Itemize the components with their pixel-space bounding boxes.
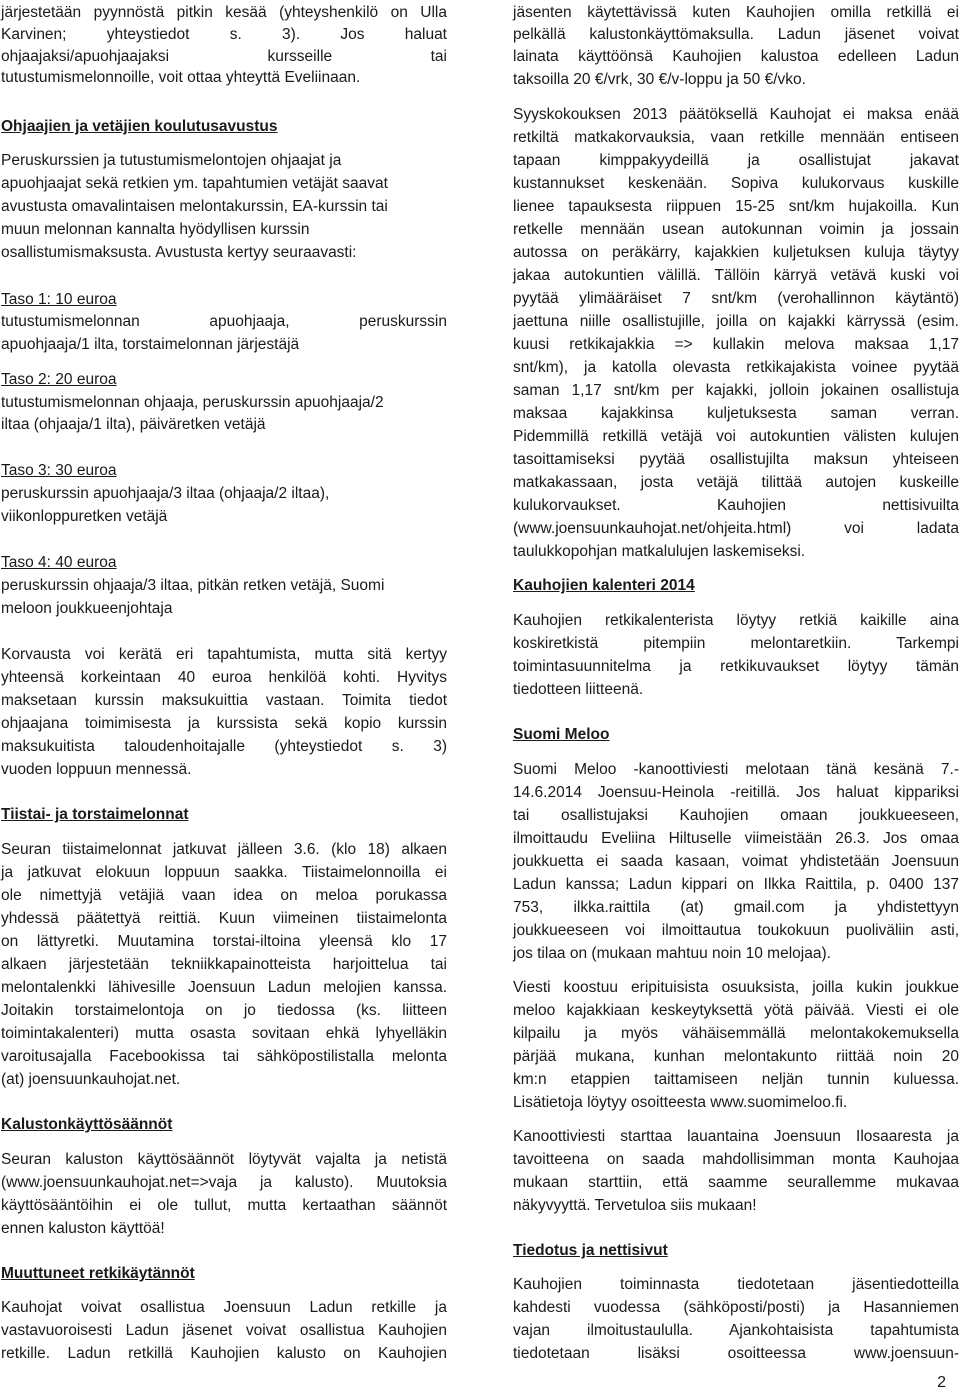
text-line: osallistumismaksusta. Avustusta kertyy seuraavasti: [1,244,357,261]
text-line: Peruskurssien ja tutustumismelontojen ohjaajat ja [1,152,342,169]
text-line: ohjaajaksi/apuohjaajaksi kursseille tai [1,48,447,65]
text-line: Pidemmillä retkillä vetäjä voi autokuntien välisten kulujen [513,428,959,445]
section-heading: Kauhojien kalenteri 2014 [513,577,695,594]
text-line: käyttösääntöihin ei ole tullut, mutta kertaathan säännöt [1,1197,447,1214]
text-line: Korvausta voi kerätä eri tapahtumista, mutta sitä kertyy [1,646,447,663]
text-line: ja jatkuvat elokuun loppuun saakka. Tiistaimelonnoilla ei [1,864,447,881]
text-line: Taso 2: 20 euroa [1,371,117,388]
text-line: ohjaajana toimimisesta ja kurssista sekä kopio kurssin [1,715,447,732]
text-line: yhdessä päätettyä reittiä. Kuun viimeinen tiistaimelonta [1,910,447,927]
text-line: Kauhojien retkikalenterista löytyy retkiä kaikille aina [513,612,959,629]
text-line: tiedotetaan lisäksi osoitteessa www.joensuun- [513,1345,959,1362]
text-line: toimintasuunnitelma ja retkikuvaukset löytyy tämän [513,658,959,675]
text-line: toimintakalenteri) mutta osasta sovitaan ehkä lyhyelläkin [1,1025,447,1042]
section-heading: Muuttuneet retkikäytännöt [1,1265,195,1282]
text-line: avustusta omavalintaisen melontakurssin, EA-kurssin tai [1,198,388,215]
text-line: Ladun kanssa; Ladun kippari on Ilkka Raittila, p. 0400 137 [513,876,959,893]
section-heading: Tiedotus ja nettisivut [513,1242,668,1259]
text-line: jos tilaa on (mukaan mahtuu noin 10 melojaa). [513,945,831,962]
text-line: lainata käyttöönsä Kauhojien kalustoa edelleen Ladun [513,48,959,65]
text-line: retkelle mennään usean autokunnan voimin ja jossain [513,221,959,238]
section-heading: Suomi Meloo [513,726,610,743]
text-line: Taso 1: 10 euroa [1,291,117,308]
text-line: peruskurssin apuohjaaja/3 iltaa (ohjaaja/2 iltaa), [1,485,330,502]
text-line: maksetaan kurssin maksukuittia vastaan. Toimita tiedot [1,692,447,709]
text-line: saman 1,17 snt/km per kajakki, jolloin jokainen osallistuja [513,382,959,399]
text-line: 14.6.2014 Joensuu-Heinola -reitillä. Jos haluat kippariksi [513,784,959,801]
text-line: jaettuna niille osallistujille, joilla on kajakki kärryssä (esim. [513,313,959,330]
text-line: maksukuitista taloudenhoitajalle (yhteystiedot s. 3) [1,738,447,755]
text-line: joukkueeseen voi ilmoittautua toukokuun puoliväliin asti, [513,922,959,939]
text-line: meloon joukkueenjohtaja [1,600,173,617]
text-line: tai osallistujaksi Kauhojien omaan joukkueeseen, [513,807,959,824]
text-line: iltaa (ohjaaja/1 ilta), päiväretken vetäjä [1,416,266,433]
text-line: (www.joensuunkauhojat.net/ohjeita.html) voi ladata [513,520,959,537]
text-line: kilpailu ja myös vähäisemmällä melontakokemuksella [513,1025,959,1042]
text-line: tapaan kimppakyydeillä ja osallistujat jakavat [513,152,959,169]
text-line: retkiltä matkakorvauksia, vaan retkille mennään entiseen [513,129,959,146]
text-line: kahdesti vuodessa (sähköposti/posti) ja Hasanniemen [513,1299,959,1316]
text-line: tiedotteen liitteenä. [513,681,644,698]
text-line: Kauhojat voivat osallistua Joensuun Ladun retkille ja [1,1299,447,1316]
text-line: maksaa kajakkinsa kuljetuksesta saman verran. [513,405,959,422]
text-line: Suomi Meloo -kanoottiviesti melotaan tänä kesänä 7.- [513,761,959,778]
text-line: tutustumismelonnan ohjaaja, peruskurssin apuohjaaja/2 [1,394,384,411]
text-line: Joitakin torstaimelontoja on jo tiedossa (ks. liitteen [1,1002,447,1019]
text-line: tasoittamiseksi pyytää osallistujilta maksun yhteiseen [513,451,959,468]
text-line: apuohjaajat sekä retkien ym. tapahtumien vetäjät saavat [1,175,388,192]
text-line: pyytää ylimääräiset 7 snt/km (verohallinnon käytäntö) [513,290,959,307]
text-line: jäsenten käytettävissä kuten Kauhojien omilla retkillä ei [513,4,959,21]
text-line: mukaan starttiin, että saamme seurallemme mukavaa [513,1174,959,1191]
text-line: Kanoottiviesti starttaa lauantaina Joensuun Ilosaaresta ja [513,1128,959,1145]
text-line: ole nimettyjä vetäjiä vaan idea on meloa porukassa [1,887,447,904]
text-line: pärjää mukana, kunhan melontakunto riittää noin 20 [513,1048,959,1065]
text-line: yhteensä korkeintaan 40 euroa henkilöä kohti. Hyvitys [1,669,447,686]
text-line: pelkällä kalustonkäyttömaksulla. Ladun jäsenet voivat [513,26,959,43]
text-line: taulukkopohjan matkalulujen laskemiseksi. [513,543,806,560]
text-line: Taso 3: 30 euroa [1,462,117,479]
text-line: Karvinen; yhteystiedot s. 3). Jos haluat [1,26,447,43]
text-line: matkakassaan, josta vetäjä tilittää autojen kuskeille [513,474,959,491]
section-heading: Kalustonkäyttösäännöt [1,1116,173,1133]
text-line: taksoilla 20 €/vrk, 30 €/v-loppu ja 50 €/vko. [513,71,806,88]
text-line: lienee tapauksesta riippuen 15-25 snt/km hujakoilla. Kun [513,198,959,215]
text-line: tutustumismelonnan apuohjaaja, peruskurssin [1,313,447,330]
text-line: on lättyretki. Muutamina torstai-iltoina yleensä klo 17 [1,933,447,950]
text-line: Lisätietoja löytyy osoitteesta www.suomimeloo.fi. [513,1094,848,1111]
text-line: ennen kaluston käyttöä! [1,1220,165,1237]
text-line: Seuran tiistaimelonnat jatkuvat jälleen 3.6. (klo 18) alkaen [1,841,447,858]
page-number: 2 [937,1374,946,1391]
text-line: km:n etappien taittamiseen neljän tunnin kuluessa. [513,1071,959,1088]
text-line: varoitusajalla Facebookissa tai sähköpostilistalla melonta [1,1048,447,1065]
text-line: snt/km), ja katolla olevasta retkikajakista voinee pyytää [513,359,959,376]
text-line: kulukorvaukset. Kauhojien nettisivuilta [513,497,959,514]
text-line: viikonloppuretken vetäjä [1,508,168,525]
text-line: näkyvyyttä. Tervetuloa siis mukaan! [513,1197,757,1214]
text-line: autossa on peräkärry, kajakkien kuljetuksen kuluja täytyy [513,244,959,261]
text-line: jakaa autokuntien välillä. Tällöin kärryä vetävä kuski voi [513,267,959,284]
text-line: apuohjaaja/1 ilta, torstaimelonnan järjestäjä [1,336,300,353]
text-line: (at) joensuunkauhojat.net. [1,1071,181,1088]
text-line: ilmoittaudu Eveliina Hiltuselle viimeistään 26.3. Jos omaa [513,830,959,847]
text-line: Taso 4: 40 euroa [1,554,117,571]
text-line: joukkuetta ei saada kasaan, voimat yhdistetään Joensuun [513,853,959,870]
text-line: peruskurssin ohjaaja/3 iltaa, pitkän retken vetäjä, Suomi [1,577,385,594]
text-line: melontalenkki lähivesille Joensuun Ladun melojien kanssa. [1,979,447,996]
section-heading: Tiistai- ja torstaimelonnat [1,806,189,823]
text-line: tutustumismelonnoille, voit ottaa yhteyttä Eveliinaan. [1,69,361,86]
text-line: (www.joensuunkauhojat.net=>vaja ja kalusto). Muutoksia [1,1174,447,1191]
text-line: vastavuoroisesti Ladun jäsenet voivat osallistua Kauhojien [1,1322,447,1339]
text-line: kuusi retkikajakkia => kullakin melova maksaa 1,17 [513,336,959,353]
text-line: kustannukset keskenään. Sopiva kulukorvaus kuskille [513,175,959,192]
text-line: Syyskokouksen 2013 päätöksellä Kauhojat ei maksa enää [513,106,959,123]
text-line: 753, ilkka.raittila (at) gmail.com ja yhdistettyyn [513,899,959,916]
text-line: Seuran kaluston käyttösäännöt löytyvät vajalta ja netistä [1,1151,447,1168]
text-line: vuoden loppuun mennessä. [1,761,192,778]
text-line: Kauhojien toiminnasta tiedotetaan jäsentiedotteilla [513,1276,959,1293]
text-line: järjestetään pyynnöstä pitkin kesää (yhteyshenkilö on Ulla [1,4,447,21]
text-line: koskiretkistä pitempiin melontaretkiin. Tarkempi [513,635,959,652]
text-line: tavoitteena on saada mahdollisimman monta Kauhojaa [513,1151,959,1168]
text-line: meloo kajakkiaan keskeytyksettä yötä päivää. Viesti ei ole [513,1002,959,1019]
text-line: retkille. Ladun retkillä Kauhojien kalusto on Kauhojien [1,1345,447,1362]
text-line: alkaen järjestetään tekniikkapainotteista harjoittelua tai [1,956,447,973]
text-line: vajan ilmoitustaululla. Ajankohtaisista tapahtumista [513,1322,959,1339]
text-line: Viesti koostuu eripituisista osuuksista, joilla kukin joukkue [513,979,959,996]
text-line: muun melonnan kannalta hyödyllisen kurssin [1,221,310,238]
section-heading: Ohjaajien ja vetäjien koulutusavustus [1,118,278,135]
